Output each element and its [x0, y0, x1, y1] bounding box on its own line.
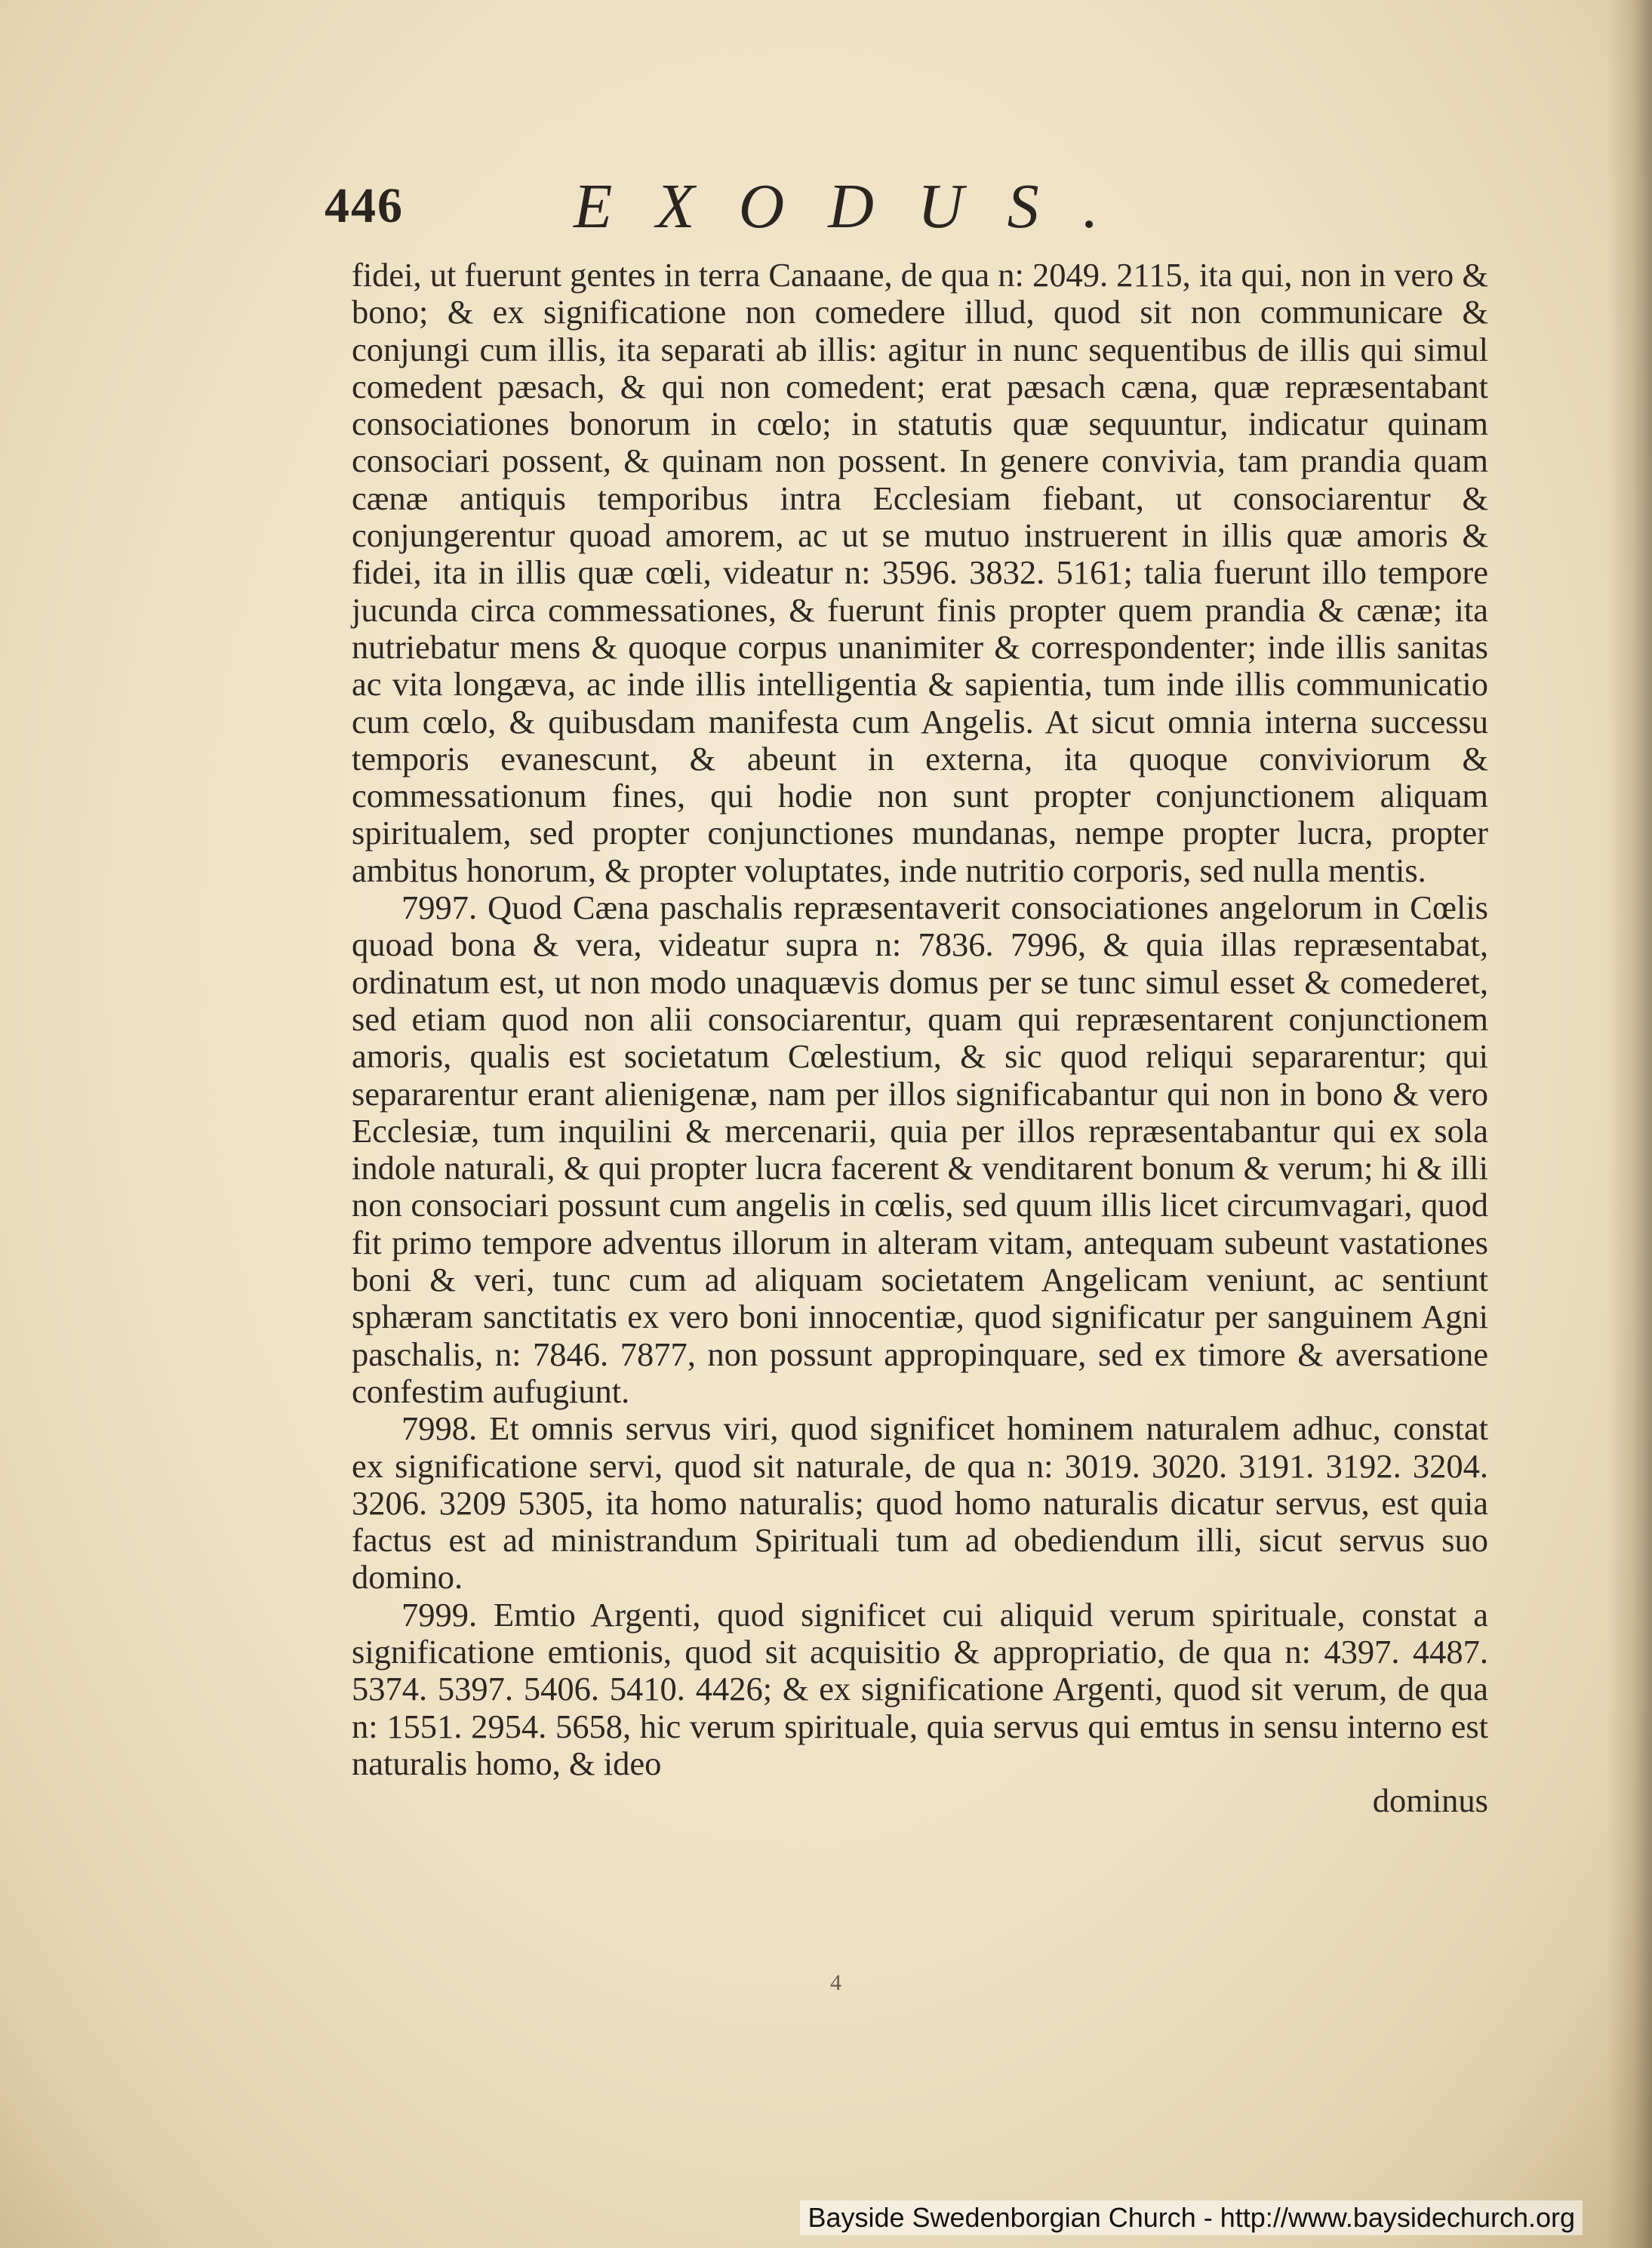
- catchword: dominus: [1372, 1781, 1488, 1820]
- running-head: EXODUS.: [574, 171, 1143, 242]
- page-number: 446: [325, 178, 404, 233]
- footer-credit: Bayside Swedenborgian Church - http://www.baysidechurch.org: [800, 2200, 1583, 2235]
- paragraph-7999: 7999. Emtio Argenti, quod significet cui aliquid verum spirituale, constat a significatione emtionis, quod sit acquisitio & appropriatio, de qua n: 4397. 4487. 5374. 5397. 5406. 5410. 4426; & ex significatione Argenti, quod sit verum, de qua n: 1551. 2954. 5658, hic verum spirituale, quia servus qui emtus in sensu interno est naturalis homo, & ideo: [352, 1595, 1488, 1782]
- page-header: [325, 170, 1328, 253]
- paragraph-continuation: fidei, ut fuerunt gentes in terra Canaane, de qua n: 2049. 2115, ita qui, non in vero & bono; & ex significatione non comedere illud, quod sit non communicare & conjungi cum illis, ita separati ab illis: agitur in nunc sequentibus de illis qui simul comedent pæsach, & qui non comedent; erat pæsach cæna, quæ repræsentabant consociationes bonorum in cœlo; in statutis quæ sequuntur, indicatur quinam consociari possent, & quinam non possent. In genere convivia, tam prandia quam cænæ antiquis temporibus intra Ecclesiam fiebant, ut consociarentur & conjungerentur quoad amorem, ac ut se mutuo instruerent in illis quæ amoris & fidei, ita in illis quæ cœli, videatur n: 3596. 3832. 5161; talia fuerunt illo tempore jucunda circa commessationes, & fuerunt finis propter quem prandia & cænæ; ita nutriebatur mens & quoque corpus unanimiter & correspondenter; inde illis sanitas ac vita longæva, ac inde illis intelligentia & sapientia, tum inde illis communicatio cum cœlo, & quibusdam manifesta cum Angelis. At sicut omnia interna successu temporis evanescunt, & abeunt in externa, ita quoque conviviorum & commessationum fines, qui hodie non sunt propter conjunctionem aliquam spiritualem, sed propter conjunctiones mundanas, nempe propter lucra, propter ambitus honorum, & propter voluptates, inde nutritio corporis, sed nulla mentis.: [352, 256, 1489, 889]
- paragraph-7998: 7998. Et omnis servus viri, quod significet hominem naturalem adhuc, constat ex significatione servi, quod sit naturale, de qua n: 3019. 3020. 3191. 3192. 3204. 3206. 3209 5305, ita homo naturalis; quod homo naturalis dicatur servus, est quia factus est ad ministrandum Spirituali tum ad obediendum illi, sicut servus suo domino.: [352, 1409, 1488, 1597]
- paragraph-7997: 7997. Quod Cæna paschalis repræsentaverit consociationes angelorum in Cœlis quoad bona & vera, videatur supra n: 7836. 7996, & quia illas repræsentabat, ordinatum est, ut non modo unaquævis domus per se tunc simul esset & comederet, sed etiam quod non alii consociarentur, quam qui repræsentarent conjunctionem amoris, qualis est societatum Cœlestium, & sic quod reliqui separarentur; qui separarentur erant alienigenæ, nam per illos significabantur qui non in bono & vero Ecclesiæ, tum inquilini & mercenarii, quia per illos repræsentabantur qui ex sola indole naturali, & qui propter lucra facerent & venditarent bonum & verum; hi & illi non consociari possunt cum angelis in cœlis, sed quum illis licet circumvagari, quod fit primo tempore adventus illorum in alteram vitam, antequam subeunt vastationes boni & veri, tunc cum ad aliquam societatem Angelicam veniunt, ac sentiunt sphæram sanctitatis ex vero boni innocentiæ, quod significatur per sanguinem Agni paschalis, n: 7846. 7877, non possunt appropinquare, sed ex timore & aversatione confestim aufugiunt.: [352, 888, 1488, 1410]
- main-text: [352, 257, 1488, 1819]
- book-spine-shadow: [1607, 0, 1652, 2248]
- signature-mark: 4: [830, 1970, 841, 1995]
